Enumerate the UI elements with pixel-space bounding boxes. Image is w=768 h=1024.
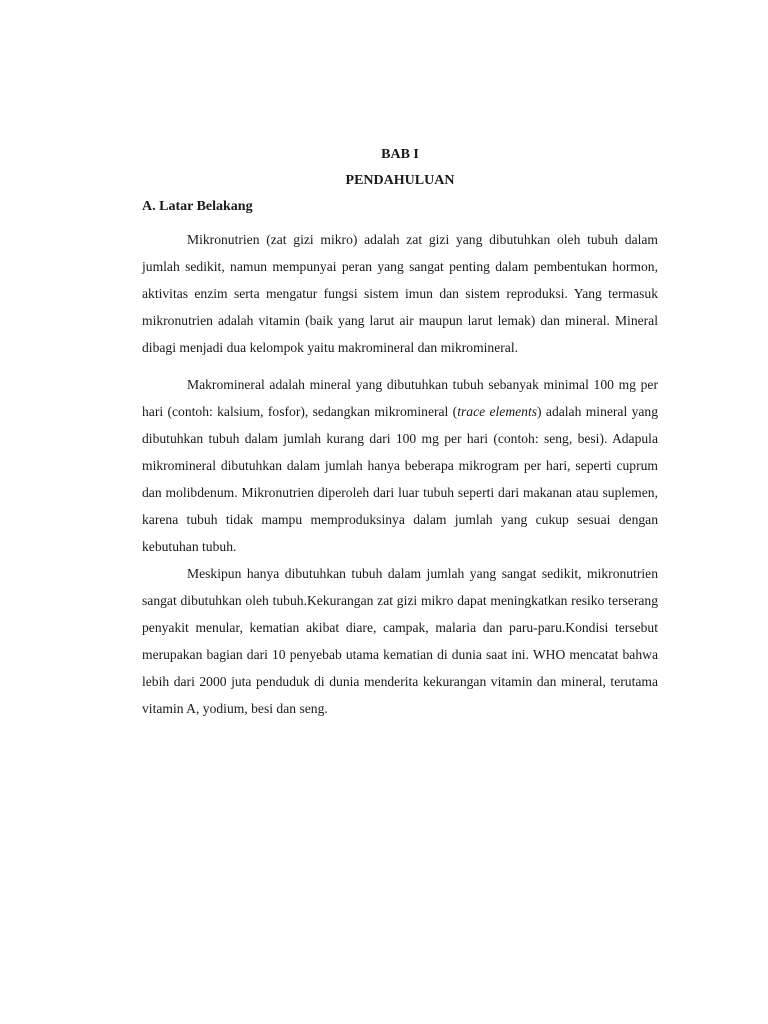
paragraph-2 <box>142 371 658 560</box>
chapter-title: PENDAHULUAN <box>345 173 455 188</box>
chapter-number: BAB I <box>381 147 419 162</box>
paragraph-2-text-end: ) adalah mineral yang dibutuhkan tubuh dalam jumlah kurang dari 100 mg per hari (contoh: seng, besi). Adapula mikromineral dibutuhkan dalam jumlah hanya beberapa mikrogram per hari, seperti cuprum dan molibdenum. Mikronutrien diperoleh dari luar tubuh seperti dari makanan atau suplemen, karena tubuh tidak mampu memproduksinya dalam jumlah yang cukup sesuai dengan kebutuhan tubuh. <box>142 404 659 554</box>
paragraph-2-text-start: Makromineral adalah mineral yang dibutuhkan tubuh sebanyak minimal 100 mg per hari (contoh: kalsium, fosfor), sedangkan mikromineral ( <box>142 377 658 419</box>
paragraph-3: Meskipun hanya dibutuhkan tubuh dalam jumlah yang sangat sedikit, mikronutrien sangat dibutuhkan oleh tubuh.Kekurangan zat gizi mikro dapat meningkatkan resiko terserang penyakit menular, kematian akibat diare, campak, malaria dan paru-paru.Kondisi tersebut merupakan bagian dari 10 penyebab utama kematian di dunia saat ini. WHO mencatat bahwa lebih dari 2000 juta penduduk di dunia menderita kekurangan vitamin dan mineral, terutama vitamin A, yodium, besi dan seng. <box>142 566 658 716</box>
paragraph-2-italic-term: trace elements <box>457 404 538 419</box>
document-body <box>142 146 658 722</box>
section-heading: A. Latar Belakang <box>142 199 253 214</box>
paragraph-1: Mikronutrien (zat gizi mikro) adalah zat gizi yang dibutuhkan oleh tubuh dalam jumlah sedikit, namun mempunyai peran yang sangat penting dalam pembentukan hormon, aktivitas enzim serta mengatur fungsi sistem imun dan sistem reproduksi. Yang termasuk mikronutrien adalah vitamin (baik yang larut air maupun larut lemak) dan mineral. Mineral dibagi menjadi dua kelompok yaitu makromineral dan mikromineral. <box>142 232 658 355</box>
